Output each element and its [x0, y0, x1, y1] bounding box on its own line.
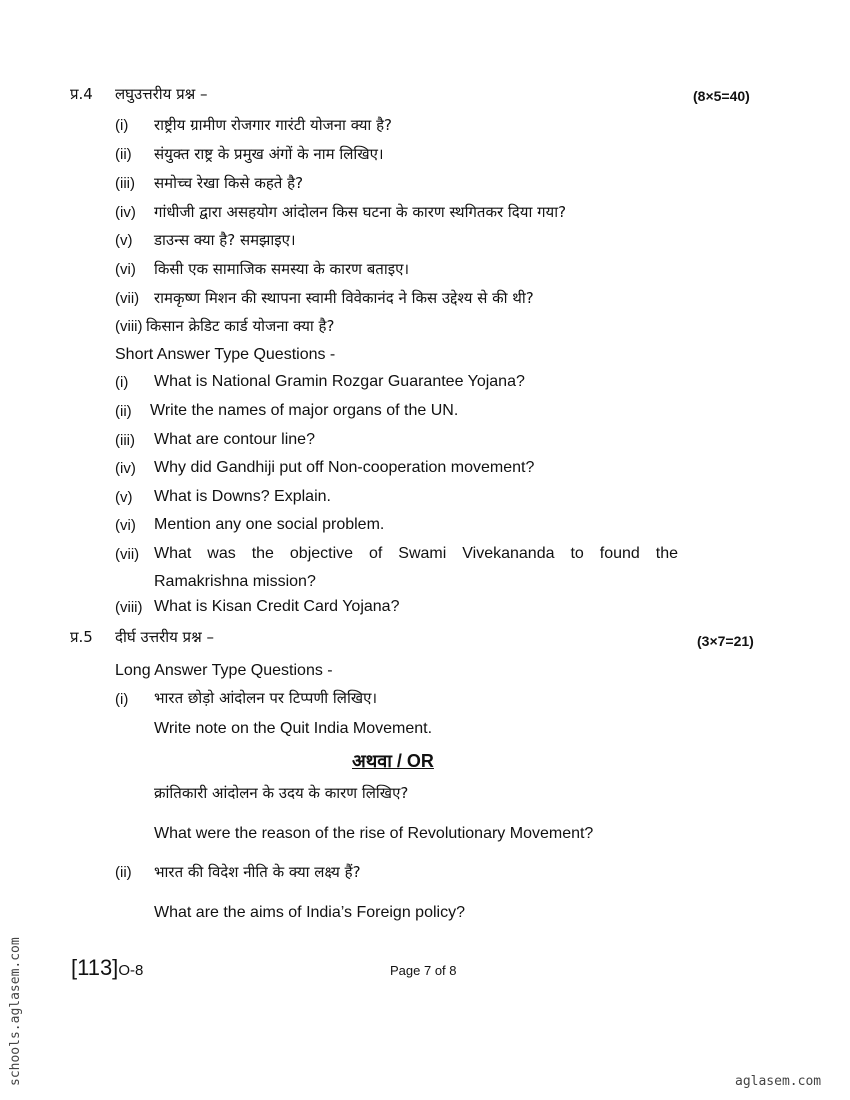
- item-text: What is Downs? Explain.: [154, 488, 331, 505]
- item-number: (v): [115, 489, 133, 506]
- item-number: (v): [115, 232, 133, 249]
- item-text: What was the objective of Swami Vivekananda to found the: [154, 545, 678, 562]
- item-text: राष्ट्रीय ग्रामीण रोजगार गारंटी योजना क्या है?: [154, 116, 393, 134]
- item-number: (i): [115, 374, 129, 391]
- item-text: Why did Gandhiji put off Non-cooperation movement?: [154, 459, 535, 476]
- item-english-text: What are the aims of India’s Foreign policy?: [154, 904, 465, 921]
- item-number: (viii): [115, 599, 143, 616]
- page-number: Page 7 of 8: [390, 963, 457, 978]
- item-number: (iii): [115, 175, 135, 192]
- item-text: गांधीजी द्वारा असहयोग आंदोलन किस घटना के कारण स्थगितकर दिया गया?: [154, 203, 567, 221]
- paper-code-suffix: O-8: [118, 962, 144, 979]
- paper-code: [71, 955, 143, 981]
- paper-code-main: [113]: [71, 955, 119, 980]
- item-english-text: Write note on the Quit India Movement.: [154, 720, 433, 737]
- item-number: (ii): [115, 403, 132, 420]
- item-number: (i): [115, 117, 129, 134]
- item-number: (vi): [115, 517, 136, 534]
- item-number: (ii): [115, 864, 132, 881]
- item-number: (vii): [115, 290, 140, 307]
- q5-number: प्र.5: [70, 628, 93, 646]
- item-text: किसान क्रेडिट कार्ड योजना क्या है?: [146, 317, 335, 335]
- item-text: संयुक्त राष्ट्र के प्रमुख अंगों के नाम लिखिए।: [154, 145, 384, 163]
- item-text: समोच्च रेखा किसे कहते है?: [154, 174, 304, 192]
- item-number: (iv): [115, 460, 136, 477]
- alt-english-text: What were the reason of the rise of Revolutionary Movement?: [154, 825, 594, 842]
- item-number: (vi): [115, 261, 136, 278]
- item-text: डाउन्स क्या है? समझाइए।: [154, 231, 296, 249]
- or-separator: अथवा / OR: [352, 751, 434, 771]
- item-hindi-text: भारत की विदेश नीति के क्या लक्ष्य हैं?: [154, 863, 361, 881]
- item-text: किसी एक सामाजिक समस्या के कारण बताइए।: [154, 260, 410, 278]
- q4-marks: (8×5=40): [693, 88, 750, 104]
- q4-english-title: Short Answer Type Questions -: [115, 346, 336, 363]
- item-number: (iii): [115, 432, 135, 449]
- q4-hindi-title: लघुउत्तरीय प्रश्न –: [115, 85, 208, 103]
- item-text: Write the names of major organs of the UN.: [150, 402, 459, 419]
- alt-hindi-text: क्रांतिकारी आंदोलन के उदय के कारण लिखिए?: [154, 784, 409, 802]
- q5-hindi-title: दीर्घ उत्तरीय प्रश्न –: [115, 628, 214, 646]
- item-text-continued: Ramakrishna mission?: [154, 573, 316, 590]
- q5-english-title: Long Answer Type Questions -: [115, 662, 333, 679]
- item-text: Mention any one social problem.: [154, 516, 385, 533]
- item-number: (iv): [115, 204, 136, 221]
- item-text: रामकृष्ण मिशन की स्थापना स्वामी विवेकानंद ने किस उद्देश्य से की थी?: [154, 289, 534, 307]
- item-number: (vii): [115, 546, 140, 563]
- bottom-watermark: aglasem.com: [735, 1074, 822, 1089]
- item-number: (ii): [115, 146, 132, 163]
- item-hindi-text: भारत छोड़ो आंदोलन पर टिप्पणी लिखिए।: [154, 689, 378, 707]
- side-watermark: schools.aglasem.com: [8, 937, 23, 1086]
- q4-number: प्र.4: [70, 85, 93, 103]
- item-number: (i): [115, 691, 129, 708]
- item-text: What is Kisan Credit Card Yojana?: [154, 598, 400, 615]
- q5-marks: (3×7=21): [697, 633, 754, 649]
- item-text: What are contour line?: [154, 431, 315, 448]
- item-text: What is National Gramin Rozgar Guarantee Yojana?: [154, 373, 525, 390]
- item-number: (viii): [115, 318, 143, 335]
